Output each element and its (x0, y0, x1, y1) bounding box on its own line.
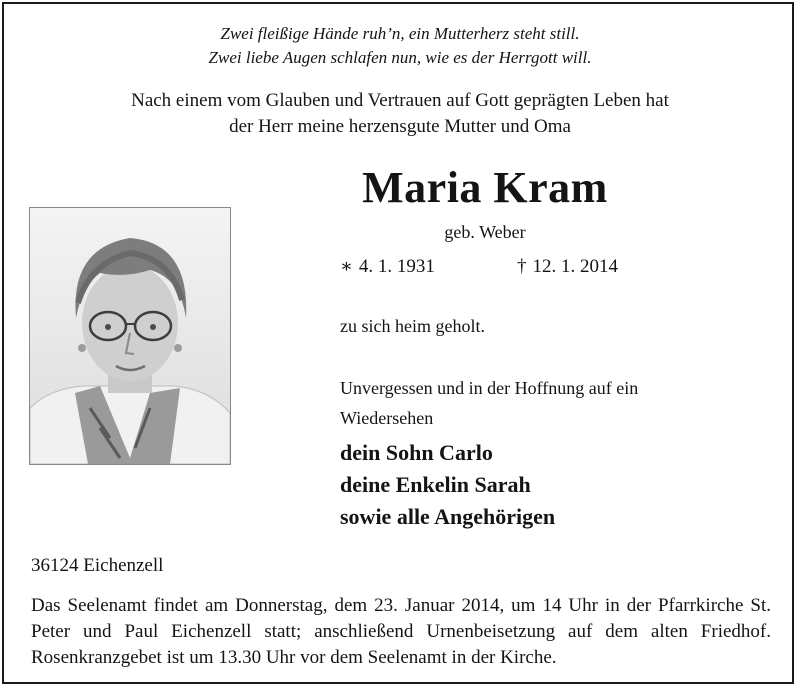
intro-line: Nach einem vom Glauben und Vertrauen auf Gott geprägten Leben hat (131, 90, 669, 111)
death-date-value: 12. 1. 2014 (532, 256, 618, 277)
heim-phrase: zu sich heim geholt. (340, 316, 485, 336)
remembrance-text (340, 373, 690, 433)
mourner-line: sowie alle Angehörigen (340, 504, 556, 529)
birth-date (340, 255, 435, 279)
mourner-line: deine Enkelin Sarah (340, 472, 531, 497)
portrait-photo (29, 207, 231, 465)
star-icon: ∗ (340, 256, 353, 277)
verse (0, 22, 800, 70)
birth-date-value: 4. 1. 1931 (358, 256, 435, 277)
place: 36124 Eichenzell (31, 555, 164, 576)
intro-line: der Herr meine herzensgute Mutter und Oma (229, 116, 571, 137)
mourner-line: dein Sohn Carlo (340, 440, 493, 465)
deceased-name: Maria Kram (362, 163, 608, 212)
cross-icon: † (517, 256, 527, 277)
mourners (340, 437, 555, 533)
verse-line: Zwei liebe Augen schlafen nun, wie es der Herrgott will. (208, 48, 592, 67)
intro-text (0, 88, 800, 140)
portrait-photo-icon (30, 208, 230, 464)
remembrance-line: Wiedersehen (340, 408, 434, 428)
death-date (517, 255, 618, 279)
service-details: Das Seelenamt findet am Donnerstag, dem 23. Januar 2014, um 14 Uhr in der Pfarrkirche St. Peter und Paul Eichenzell statt; anschließend Urnenbeisetzung auf dem alten Friedhof. Rosenkranzgebet ist um 13.30 Uhr vor dem Seelenamt in der Kirche. (31, 595, 771, 668)
birth-name: geb. Weber (444, 222, 526, 242)
remembrance-line: Unvergessen und in der Hoffnung auf ein (340, 378, 639, 398)
verse-line: Zwei fleißige Hände ruh’n, ein Mutterherz steht still. (220, 24, 580, 43)
